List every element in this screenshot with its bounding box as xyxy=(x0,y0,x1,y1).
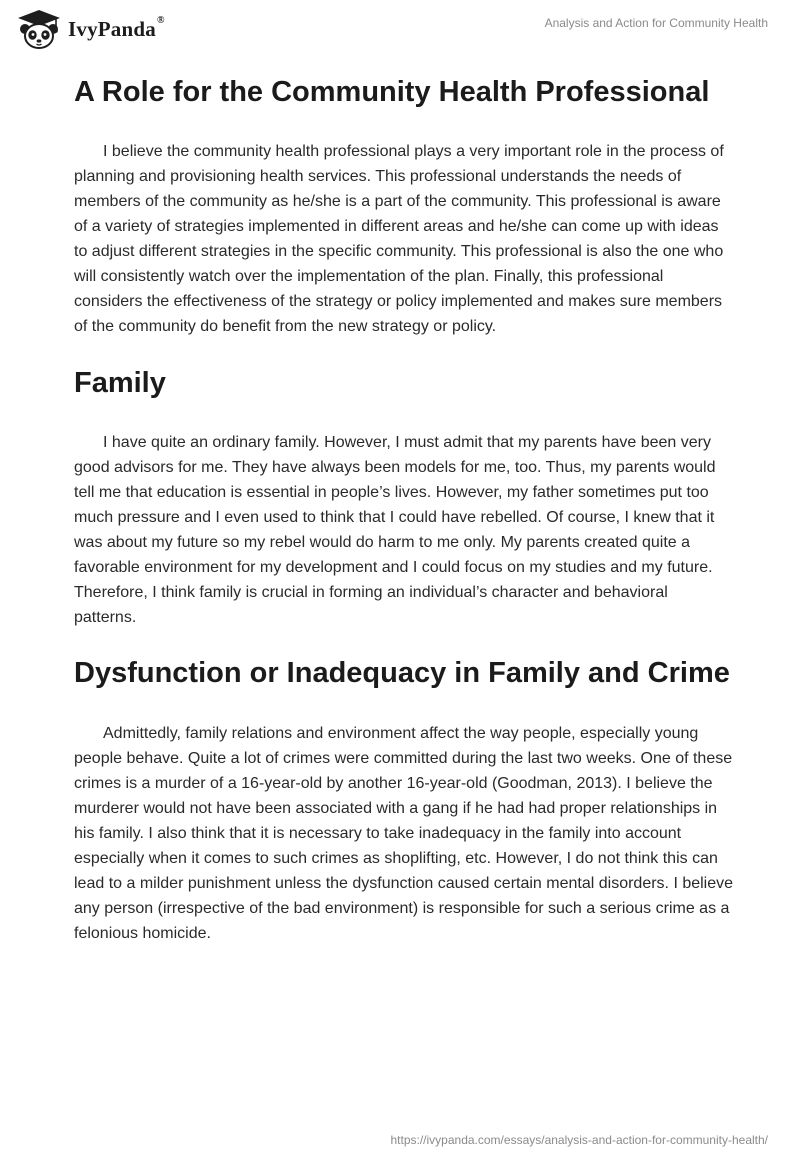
section-paragraph: I believe the community health professional plays a very important role in the process of planning and provisioning health services. This professional understands the needs of members of the community as he/she is a part of the community. This professional is aware of a variety of strategies implemented in different areas and he/she can come up with ideas to adjust different strategies in the specific community. This professional is also the one who will consistently watch over the implementation of the plan. Finally, this professional considers the effectiveness of the strategy or policy implemented and makes sure members of the community do benefit from the new strategy or policy. xyxy=(74,143,724,335)
running-title: Analysis and Action for Community Health xyxy=(544,16,768,30)
page-header xyxy=(0,0,800,60)
panda-graduation-cap-icon xyxy=(16,8,62,50)
section-heading: A Role for the Community Health Professional xyxy=(74,76,710,108)
ivypanda-logo[interactable] xyxy=(16,8,165,50)
source-url[interactable]: https://ivypanda.com/essays/analysis-and-action-for-community-health/ xyxy=(390,1133,768,1147)
section-paragraph: I have quite an ordinary family. However, I must admit that my parents have been very good advisors for me. They have always been models for me, too. Thus, my parents would tell me that education is essential in people’s lives. However, my father sometimes put too much pressure and I even used to think that I could have rebelled. Of course, I knew that it was about my future so my rebel would do harm to me only. My parents created quite a favorable environment for my development and I could focus on my studies and my future. Therefore, I think family is crucial in forming an individual’s character and behavioral patterns. xyxy=(74,434,716,626)
essay-content xyxy=(74,66,734,946)
section-heading: Dysfunction or Inadequacy in Family and Crime xyxy=(74,657,730,689)
section-heading: Family xyxy=(74,367,166,399)
section-paragraph: Admittedly, family relations and environment affect the way people, especially young people behave. Quite a lot of crimes were committed during the last two weeks. One of these crimes is a murder of a 16-year-old by another 16-year-old (Goodman, 2013). I believe the murderer would not have been associated with a gang if he had had proper relationships in his family. I also think that it is necessary to take inadequacy in the family into account especially when it comes to such crimes as shoplifting, etc. However, I do not think this can lead to a milder punishment unless the dysfunction caused certain mental disorders. I believe any person (irrespective of the bad environment) is responsible for such a serious crime as a felonious homicide. xyxy=(74,725,734,942)
brand-name: IvyPanda® xyxy=(68,14,165,41)
